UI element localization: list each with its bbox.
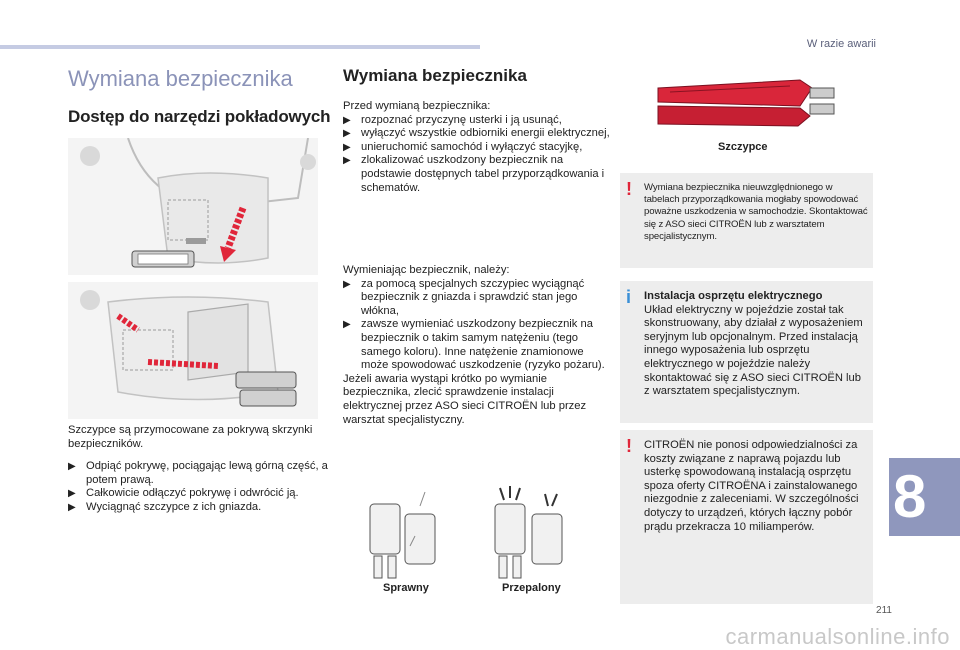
warning-box-2: [620, 430, 873, 604]
dashboard-illustration-2: [68, 282, 318, 419]
arrow-bullet-icon: ▶: [68, 461, 76, 472]
watermark: carmanualsonline.info: [725, 624, 950, 649]
closing-text: Jeżeli awaria wystąpi krótko po wymianie bezpiecznika, zlecić sprawdzenie instalacji elektrycznej przez ASO sieci CITROËN lub przez warsztat specjalistyczny.: [343, 372, 587, 426]
steering-wheel-icon: [80, 290, 100, 310]
arrow-bullet-icon: ▶: [343, 114, 351, 126]
before-intro: Przed wymianą bezpiecznika:: [343, 100, 491, 112]
step-list: [68, 460, 333, 514]
subsection-title: Dostęp do narzędzi pokładowych: [68, 107, 331, 126]
before-list: [343, 114, 613, 196]
pliers-icon: [658, 80, 834, 126]
list-item: ▶ unieruchomić samochód i wyłączyć stacyjkę,: [343, 140, 583, 153]
pliers-label: Szczypce: [718, 141, 768, 153]
list-item: ▶ Wyciągnąć szczypce z ich gniazda.: [68, 500, 262, 513]
fuse-blown-icon: [495, 486, 562, 578]
fuse-blown-label: Przepalony: [502, 582, 561, 594]
info-box: [620, 281, 873, 423]
intro-text: Szczypce są przymocowane za pokrywą skrzynki bezpieczników.: [68, 424, 313, 450]
arrow-bullet-icon: ▶: [343, 141, 351, 153]
section-tab: [889, 458, 960, 536]
exclamation-icon: !: [626, 179, 632, 199]
page-number: 211: [876, 605, 892, 616]
exclamation-icon: !: [626, 436, 632, 456]
fuse-comparison-illustration: [360, 484, 580, 596]
list-item: ▶ Odpiąć pokrywę, pociągając lewą górną część, a potem prawą.: [68, 460, 328, 486]
pliers-illustration: [650, 66, 850, 140]
warning-text: Wymiana bezpiecznika nieuwzględnionego w tabelach przyporządkowania mogłaby spowodować poważne uszkodzenia w samochodzie. Skontaktować się z ASO sieci CITROËN lub z warsztatem specjalistycznym.: [644, 182, 868, 242]
replace-list: [343, 278, 613, 373]
arrow-bullet-icon: ▶: [68, 488, 76, 500]
fuse-box-cover-icon: [132, 251, 194, 267]
info-title: Instalacja osprzętu elektrycznego: [644, 290, 823, 302]
arrow-bullet-icon: ▶: [343, 128, 351, 140]
fuse-ok-label: Sprawny: [383, 582, 429, 594]
before-section: [343, 100, 613, 195]
list-item: ▶ rozpoznać przyczynę usterki i ją usunąć,: [343, 113, 562, 126]
list-item: ▶ wyłączyć wszystkie odbiorniki energii elektrycznej,: [343, 127, 610, 140]
page-title: Wymiana bezpiecznika: [343, 66, 527, 85]
warning-text-2: CITROËN nie ponosi odpowiedzialności za koszty związane z naprawą pojazdu lub usterkę spowodowaną instalacją osprzętu spoza oferty CITROËNA i zainstalowanego niezgodnie z zaleceniami. W szczególności dotyczy to urządzeń, których łączny pobór prądu przekracza 10 miliamperów.: [644, 439, 859, 533]
arrow-bullet-icon: ▶: [343, 278, 351, 290]
steering-wheel-icon: [80, 146, 100, 166]
info-icon: i: [626, 287, 632, 307]
arrow-bullet-icon: ▶: [343, 155, 351, 167]
arrow-bullet-icon: ▶: [68, 501, 76, 513]
list-item: ▶ za pomocą specjalnych szczypiec wyciągnąć bezpiecznik z gniazda i sprawdzić stan jego włókna,: [343, 277, 585, 317]
warning-box-1: [620, 173, 873, 268]
list-item: ▶ Całkowicie odłączyć pokrywę i odwrócić ją.: [68, 487, 299, 500]
replace-intro: Wymieniając bezpiecznik, należy:: [343, 264, 510, 276]
section-number: 8: [893, 463, 927, 530]
info-text: Układ elektryczny w pojeździe został tak skonstruowany, aby działał z wyposażeniem seryjnym lub opcjonalnym. Przed instalacją innego wyposażenia lub osprzętu elektrycznego w pojeździe należy skontaktować się z ASO sieci CITROËN lub z warsztatem specjalistycznym.: [644, 303, 863, 398]
dashboard-illustration-1: [68, 138, 318, 275]
chapter-title: W razie awarii: [806, 38, 876, 50]
list-item: ▶ zlokalizować uszkodzony bezpiecznik na podstawie dostępnych tabel przyporządkowania i schematów.: [343, 154, 605, 194]
replace-section: [343, 264, 613, 427]
fuse-ok-icon: [370, 492, 435, 578]
section-title: Wymiana bezpiecznika: [68, 66, 293, 91]
list-item: ▶ zawsze wymieniać uszkodzony bezpiecznik na bezpiecznik o takim samym natężeniu (tego samego koloru). Inne natężenie znamionowe może spowodować uszkodzenie (ryzyko pożaru).: [343, 318, 605, 372]
header-bar: [0, 45, 480, 49]
arrow-bullet-icon: ▶: [343, 319, 351, 331]
